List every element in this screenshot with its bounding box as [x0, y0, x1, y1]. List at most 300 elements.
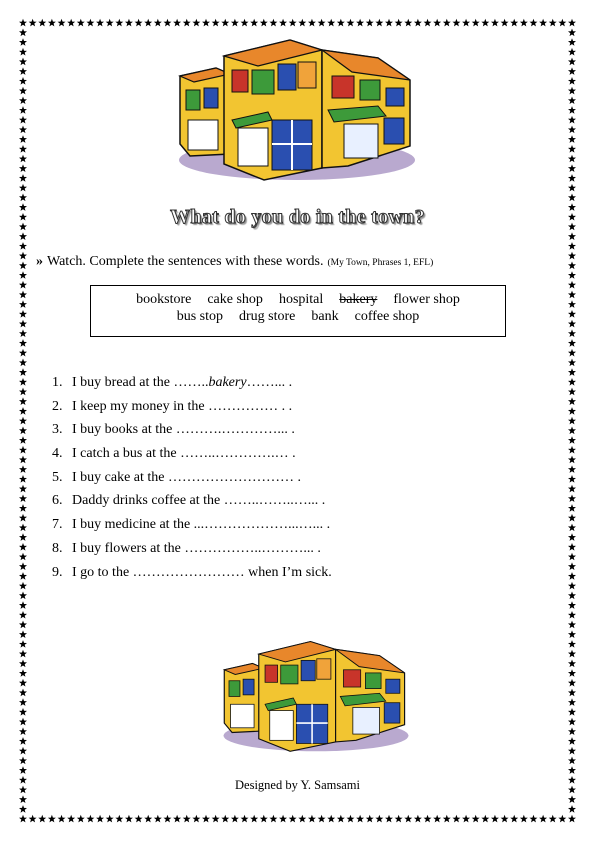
border-star-icon: [19, 669, 27, 677]
word-bank-item: cake shop: [207, 292, 263, 307]
border-star-icon: [568, 310, 576, 318]
border-star-icon: [452, 815, 460, 823]
border-star-icon: [549, 19, 557, 27]
border-star-icon: [568, 368, 576, 376]
border-star-icon: [144, 815, 152, 823]
border-star-icon: [19, 320, 27, 328]
border-star-icon: [327, 19, 335, 27]
border-star-icon: [19, 650, 27, 658]
word-bank-item: flower shop: [393, 292, 460, 307]
border-star-icon: [568, 194, 576, 202]
sentence-text: I go to the …………………… when I’m sick.: [72, 564, 332, 580]
border-star-icon: [202, 815, 210, 823]
border-star-icon: [568, 407, 576, 415]
border-star-icon: [501, 815, 509, 823]
border-star-icon: [19, 126, 27, 134]
border-star-icon: [568, 757, 576, 765]
border-star-icon: [19, 582, 27, 590]
border-star-icon: [19, 494, 27, 502]
border-star-icon: [289, 815, 297, 823]
border-star-icon: [568, 514, 576, 522]
border-star-icon: [19, 737, 27, 745]
border-star-icon: [568, 116, 576, 124]
border-star-icon: [568, 689, 576, 697]
border-star-icon: [269, 815, 277, 823]
border-star-icon: [19, 524, 27, 532]
border-star-icon: [385, 815, 393, 823]
border-star-icon: [366, 815, 374, 823]
border-star-icon: [19, 630, 27, 638]
border-star-icon: [19, 805, 27, 813]
designer-credit: Designed by Y. Samsami: [235, 778, 360, 792]
border-star-icon: [19, 388, 27, 396]
border-star-icon: [19, 232, 27, 240]
border-star-icon: [414, 815, 422, 823]
border-star-icon: [472, 19, 480, 27]
border-star-icon: [510, 19, 518, 27]
border-star-icon: [568, 261, 576, 269]
border-star-icon: [144, 19, 152, 27]
border-star-icon: [154, 815, 162, 823]
border-star-icon: [48, 815, 56, 823]
border-star-icon: [375, 815, 383, 823]
border-star-icon: [19, 592, 27, 600]
sentence-text: I keep my money in the …………… . .: [72, 398, 293, 414]
border-star-icon: [568, 446, 576, 454]
border-star-icon: [96, 19, 104, 27]
border-star-icon: [29, 19, 37, 27]
border-star-icon: [279, 19, 287, 27]
border-star-icon: [433, 19, 441, 27]
border-star-icon: [568, 427, 576, 435]
border-star-icon: [19, 397, 27, 405]
word-bank-row-2: [91, 308, 505, 325]
border-star-icon: [443, 19, 451, 27]
border-star-icon: [568, 349, 576, 357]
border-star-icon: [19, 329, 27, 337]
border-star-icon: [19, 378, 27, 386]
border-star-icon: [568, 669, 576, 677]
border-star-icon: [19, 795, 27, 803]
border-star-icon: [163, 19, 171, 27]
word-bank-item: bank: [311, 309, 339, 324]
border-star-icon: [192, 19, 200, 27]
instruction-text: Watch. Complete the sentences with these words.: [47, 254, 324, 269]
border-star-icon: [19, 135, 27, 143]
border-star-icon: [424, 815, 432, 823]
border-star-icon: [289, 19, 297, 27]
border-star-icon: [568, 582, 576, 590]
border-star-icon: [298, 19, 306, 27]
border-star-icon: [337, 815, 345, 823]
border-star-icon: [19, 164, 27, 172]
sentence-item: [52, 420, 332, 444]
border-star-icon: [568, 747, 576, 755]
border-star-icon: [19, 465, 27, 473]
word-bank-item: hospital: [278, 292, 324, 307]
border-star-icon: [19, 679, 27, 687]
border-star-icon: [125, 815, 133, 823]
border-star-icon: [260, 815, 268, 823]
border-star-icon: [346, 815, 354, 823]
sentence-text: I buy cake at the ……………………… .: [72, 469, 302, 485]
border-star-icon: [568, 155, 576, 163]
border-star-icon: [520, 815, 528, 823]
border-star-icon: [19, 38, 27, 46]
border-star-icon: [19, 281, 27, 289]
border-star-icon: [568, 805, 576, 813]
word-bank-item: coffee shop: [354, 309, 420, 324]
border-star-icon: [29, 815, 37, 823]
border-star-icon: [356, 815, 364, 823]
border-star-icon: [520, 19, 528, 27]
border-star-icon: [568, 815, 576, 823]
border-star-icon: [568, 184, 576, 192]
bullet-arrow-icon: »: [36, 254, 43, 269]
border-star-icon: [67, 815, 75, 823]
border-star-icon: [19, 562, 27, 570]
border-star-icon: [125, 19, 133, 27]
border-star-icon: [19, 572, 27, 580]
border-star-icon: [539, 19, 547, 27]
sentence-item: [52, 539, 332, 563]
border-star-icon: [395, 815, 403, 823]
sample-answer: bakery: [208, 375, 247, 390]
border-star-icon: [154, 19, 162, 27]
border-star-icon: [568, 329, 576, 337]
border-star-icon: [404, 19, 412, 27]
border-star-icon: [48, 19, 56, 27]
border-star-icon: [19, 19, 27, 27]
border-star-icon: [19, 475, 27, 483]
sentence-number: 8.: [52, 540, 63, 556]
border-star-icon: [19, 29, 27, 37]
word-bank-item: bus stop: [176, 309, 223, 324]
border-star-icon: [115, 19, 123, 27]
border-star-icon: [19, 417, 27, 425]
border-star-icon: [19, 446, 27, 454]
border-star-icon: [279, 815, 287, 823]
border-star-icon: [385, 19, 393, 27]
border-star-icon: [173, 815, 181, 823]
border-star-icon: [568, 708, 576, 716]
border-star-icon: [568, 562, 576, 570]
border-star-icon: [19, 349, 27, 357]
border-star-icon: [568, 339, 576, 347]
border-star-icon: [19, 659, 27, 667]
border-star-icon: [327, 815, 335, 823]
border-star-icon: [568, 87, 576, 95]
sentence-text: I buy flowers at the ……………..………... .: [72, 540, 321, 556]
border-star-icon: [568, 436, 576, 444]
border-star-icon: [568, 659, 576, 667]
border-star-icon: [481, 815, 489, 823]
border-star-icon: [19, 553, 27, 561]
border-star-icon: [19, 368, 27, 376]
border-star-icon: [250, 19, 258, 27]
border-star-icon: [19, 601, 27, 609]
border-star-icon: [19, 184, 27, 192]
border-star-icon: [568, 242, 576, 250]
sentence-number: 5.: [52, 469, 63, 485]
sentence-text: I buy medicine at the ...………………...…... .: [72, 517, 331, 533]
border-star-icon: [19, 77, 27, 85]
border-star-icon: [19, 339, 27, 347]
border-star-icon: [19, 58, 27, 66]
border-star-icon: [38, 19, 46, 27]
border-star-icon: [308, 815, 316, 823]
border-star-icon: [568, 77, 576, 85]
border-star-icon: [568, 592, 576, 600]
border-star-icon: [241, 815, 249, 823]
instruction-source: (My Town, Phrases 1, EFL): [327, 258, 434, 268]
border-star-icon: [19, 67, 27, 75]
border-star-icon: [19, 427, 27, 435]
border-star-icon: [568, 174, 576, 182]
border-star-icon: [568, 572, 576, 580]
border-star-icon: [19, 640, 27, 648]
border-star-icon: [106, 19, 114, 27]
border-star-icon: [19, 766, 27, 774]
border-star-icon: [529, 19, 537, 27]
border-star-icon: [568, 96, 576, 104]
border-star-icon: [568, 795, 576, 803]
sentence-item: [52, 491, 332, 515]
border-star-icon: [19, 145, 27, 153]
border-star-icon: [19, 543, 27, 551]
border-star-icon: [19, 533, 27, 541]
sentence-number: 2.: [52, 398, 63, 414]
sentence-text: I buy books at the ……….…………... .: [72, 422, 295, 438]
sentence-number: 3.: [52, 422, 63, 438]
border-star-icon: [58, 815, 66, 823]
border-star-icon: [433, 815, 441, 823]
sentence-item: [52, 563, 332, 587]
border-star-icon: [452, 19, 460, 27]
border-star-icon: [96, 815, 104, 823]
word-bank-row-1: [91, 291, 505, 308]
border-star-icon: [568, 630, 576, 638]
border-star-icon: [19, 359, 27, 367]
border-star-icon: [472, 815, 480, 823]
border-star-icon: [19, 116, 27, 124]
border-star-icon: [298, 815, 306, 823]
border-star-icon: [135, 19, 143, 27]
border-star-icon: [19, 485, 27, 493]
border-star-icon: [19, 436, 27, 444]
border-star-icon: [173, 19, 181, 27]
border-star-icon: [19, 271, 27, 279]
border-star-icon: [568, 19, 576, 27]
sentence-text-end: ……... .: [246, 375, 293, 390]
border-star-icon: [568, 650, 576, 658]
border-star-icon: [250, 815, 258, 823]
border-star-icon: [19, 87, 27, 95]
border-star-icon: [356, 19, 364, 27]
border-star-icon: [568, 388, 576, 396]
border-star-icon: [19, 747, 27, 755]
border-star-icon: [19, 261, 27, 269]
sentence-number: 7.: [52, 517, 63, 533]
border-star-icon: [462, 815, 470, 823]
border-star-icon: [568, 145, 576, 153]
sentence-number: 9.: [52, 564, 63, 580]
border-star-icon: [568, 494, 576, 502]
sentence-item: [52, 515, 332, 539]
sentence-item: [52, 468, 332, 492]
border-star-icon: [192, 815, 200, 823]
border-star-icon: [19, 708, 27, 716]
border-star-icon: [568, 359, 576, 367]
town-buildings-illustration: [172, 34, 422, 190]
border-star-icon: [19, 96, 27, 104]
border-star-icon: [19, 155, 27, 163]
border-star-icon: [529, 815, 537, 823]
border-star-icon: [346, 19, 354, 27]
border-star-icon: [568, 67, 576, 75]
border-star-icon: [395, 19, 403, 27]
sentence-item: [52, 373, 332, 397]
border-star-icon: [19, 242, 27, 250]
border-star-icon: [558, 19, 566, 27]
border-star-icon: [568, 126, 576, 134]
border-star-icon: [568, 281, 576, 289]
border-star-icon: [568, 601, 576, 609]
border-star-icon: [231, 815, 239, 823]
border-star-icon: [568, 271, 576, 279]
border-star-icon: [539, 815, 547, 823]
border-star-icon: [86, 815, 94, 823]
town-buildings-illustration: [218, 636, 414, 760]
border-star-icon: [19, 48, 27, 56]
border-star-icon: [558, 815, 566, 823]
sentence-number: 6.: [52, 493, 63, 509]
border-star-icon: [491, 815, 499, 823]
border-star-icon: [568, 456, 576, 464]
border-star-icon: [404, 815, 412, 823]
border-star-icon: [568, 718, 576, 726]
border-star-icon: [568, 29, 576, 37]
border-star-icon: [67, 19, 75, 27]
border-star-icon: [19, 291, 27, 299]
border-star-icon: [231, 19, 239, 27]
border-star-icon: [241, 19, 249, 27]
border-star-icon: [568, 504, 576, 512]
sentence-text: I buy bread at the ……..: [72, 375, 209, 390]
word-bank-item: bookstore: [136, 292, 192, 307]
border-star-icon: [443, 815, 451, 823]
border-star-icon: [568, 252, 576, 260]
sentence-number: 1.: [52, 375, 63, 390]
border-star-icon: [106, 815, 114, 823]
border-star-icon: [568, 106, 576, 114]
border-star-icon: [568, 679, 576, 687]
border-star-icon: [19, 815, 27, 823]
border-star-icon: [19, 194, 27, 202]
border-star-icon: [212, 815, 220, 823]
word-bank: [90, 285, 506, 337]
sentence-list: [52, 373, 332, 586]
border-star-icon: [568, 611, 576, 619]
border-star-icon: [568, 48, 576, 56]
sentence-text: Daddy drinks coffee at the ……..……..…... .: [72, 493, 326, 509]
border-star-icon: [568, 135, 576, 143]
border-star-icon: [481, 19, 489, 27]
border-star-icon: [163, 815, 171, 823]
border-star-icon: [318, 19, 326, 27]
border-star-icon: [135, 815, 143, 823]
word-bank-item: drug store: [239, 309, 296, 324]
border-star-icon: [568, 553, 576, 561]
border-star-icon: [318, 815, 326, 823]
border-star-icon: [568, 417, 576, 425]
border-star-icon: [86, 19, 94, 27]
border-star-icon: [269, 19, 277, 27]
instruction: [36, 254, 433, 270]
border-star-icon: [568, 232, 576, 240]
border-star-icon: [568, 58, 576, 66]
border-star-icon: [568, 621, 576, 629]
border-star-icon: [19, 514, 27, 522]
border-star-icon: [115, 815, 123, 823]
border-star-icon: [19, 252, 27, 260]
border-star-icon: [19, 718, 27, 726]
border-star-icon: [568, 737, 576, 745]
border-star-icon: [202, 19, 210, 27]
border-star-icon: [19, 689, 27, 697]
border-star-icon: [568, 475, 576, 483]
border-star-icon: [568, 640, 576, 648]
border-star-icon: [221, 815, 229, 823]
border-star-icon: [19, 611, 27, 619]
border-star-icon: [19, 106, 27, 114]
border-star-icon: [568, 465, 576, 473]
border-star-icon: [568, 698, 576, 706]
border-star-icon: [366, 19, 374, 27]
border-star-icon: [19, 698, 27, 706]
border-star-icon: [260, 19, 268, 27]
border-star-icon: [568, 727, 576, 735]
border-star-icon: [568, 38, 576, 46]
border-star-icon: [501, 19, 509, 27]
border-star-icon: [183, 815, 191, 823]
border-star-icon: [549, 815, 557, 823]
border-star-icon: [308, 19, 316, 27]
border-star-icon: [568, 766, 576, 774]
border-star-icon: [568, 320, 576, 328]
border-star-icon: [212, 19, 220, 27]
border-star-icon: [19, 300, 27, 308]
border-star-icon: [568, 300, 576, 308]
border-star-icon: [510, 815, 518, 823]
sentence-text: I catch a bus at the ……..………….… .: [72, 446, 296, 462]
border-star-icon: [58, 19, 66, 27]
border-star-icon: [568, 543, 576, 551]
border-star-icon: [491, 19, 499, 27]
sentence-item: [52, 444, 332, 468]
border-star-icon: [19, 621, 27, 629]
border-star-icon: [19, 456, 27, 464]
sentence-number: 4.: [52, 446, 63, 462]
border-star-icon: [568, 533, 576, 541]
border-star-icon: [221, 19, 229, 27]
border-star-icon: [19, 174, 27, 182]
border-star-icon: [568, 291, 576, 299]
border-star-icon: [183, 19, 191, 27]
border-star-icon: [77, 815, 85, 823]
border-star-icon: [77, 19, 85, 27]
border-star-icon: [19, 727, 27, 735]
